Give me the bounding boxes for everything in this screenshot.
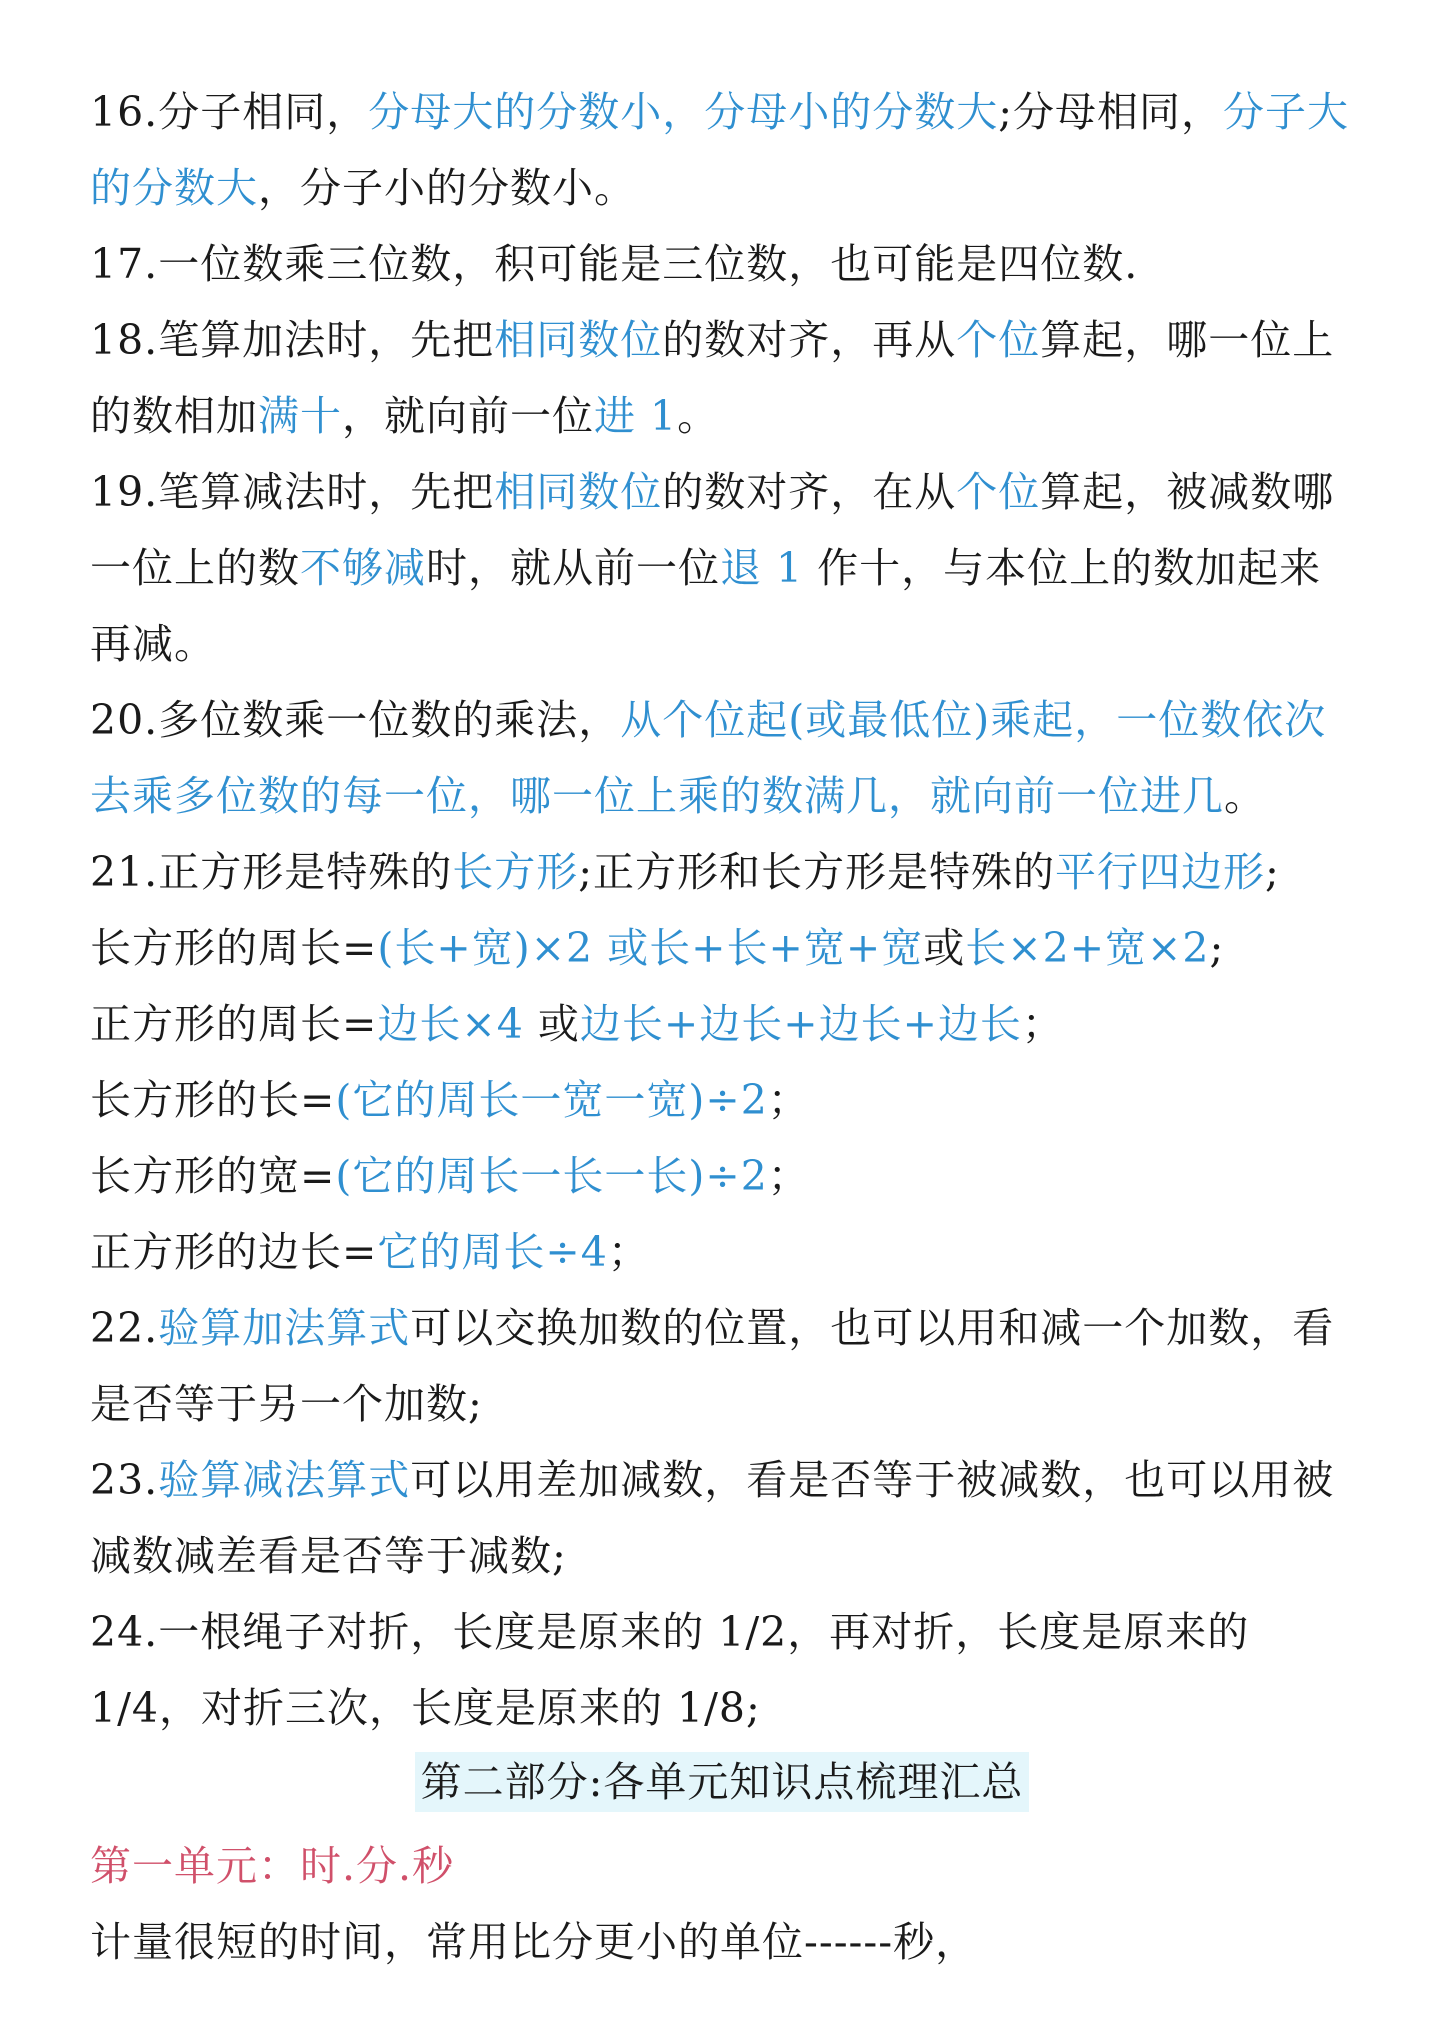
highlight-text: 不够减 bbox=[300, 544, 426, 592]
body-text: ; bbox=[1209, 924, 1225, 972]
highlight-text: 长方形 bbox=[452, 848, 579, 896]
body-text: 的数对齐，在从 bbox=[662, 468, 957, 516]
highlight-text: 分母大的分数小，分母小的分数大 bbox=[368, 88, 999, 136]
body-text: 18.笔算加法时，先把 bbox=[90, 316, 495, 364]
highlight-text: 个位 bbox=[956, 316, 1041, 364]
highlight-text: (长+宽)×2 或长+长+宽+宽 bbox=[377, 924, 924, 972]
knowledge-point-19 bbox=[90, 454, 1354, 682]
knowledge-point-21b bbox=[90, 986, 1354, 1062]
body-text: ； bbox=[767, 1076, 810, 1124]
section-heading-wrap bbox=[90, 1752, 1354, 1828]
highlight-text: 满十 bbox=[258, 392, 342, 440]
highlight-text: 长×2+宽×2 bbox=[965, 924, 1210, 972]
knowledge-point-16 bbox=[90, 74, 1354, 226]
body-text: 或 bbox=[923, 924, 966, 972]
body-text: 长方形的宽= bbox=[90, 1152, 336, 1200]
body-text: 。 bbox=[677, 392, 720, 440]
highlight-text: 边长×4 bbox=[377, 1000, 524, 1048]
knowledge-points-list bbox=[90, 74, 1354, 1746]
body-text: ，分子小的分数小。 bbox=[258, 164, 636, 212]
body-text: 17.一位数乘三位数，积可能是三位数，也可能是四位数. bbox=[90, 240, 1139, 288]
body-text: 16.分子相同， bbox=[90, 88, 369, 136]
body-text: 算起，被减数哪一位上的数 bbox=[90, 468, 1335, 592]
body-text: 23. bbox=[90, 1456, 159, 1504]
highlight-text: 相同数位 bbox=[494, 468, 663, 516]
body-text: 长方形的周长= bbox=[90, 924, 378, 972]
body-text: 19.笔算减法时，先把 bbox=[90, 468, 495, 516]
knowledge-point-24 bbox=[90, 1594, 1354, 1746]
highlight-text: 从个位起(或最低位)乘起，一位数依次去乘多位数的每一位，哪一位上乘的数满几，就向前一位进几 bbox=[90, 696, 1327, 820]
highlight-text: 平行四边形 bbox=[1055, 848, 1266, 896]
knowledge-point-23 bbox=[90, 1442, 1354, 1594]
highlight-text: 它的周长÷4 bbox=[377, 1228, 608, 1276]
body-text: 正方形的边长= bbox=[90, 1228, 378, 1276]
highlight-text: (它的周长一长一长)÷2 bbox=[335, 1152, 768, 1200]
knowledge-point-17 bbox=[90, 226, 1354, 302]
highlight-text: 边长+边长+边长+边长 bbox=[579, 1000, 1022, 1048]
highlight-text: (它的周长一宽一宽)÷2 bbox=[335, 1076, 768, 1124]
highlight-text: 验算减法算式 bbox=[158, 1456, 411, 1504]
knowledge-point-21e bbox=[90, 1214, 1354, 1290]
knowledge-point-21c bbox=[90, 1062, 1354, 1138]
knowledge-point-18 bbox=[90, 302, 1354, 454]
body-text: 的数对齐，再从 bbox=[662, 316, 957, 364]
knowledge-point-21d bbox=[90, 1138, 1354, 1214]
body-text: 。 bbox=[1224, 772, 1266, 820]
body-text: 21.正方形是特殊的 bbox=[90, 848, 453, 896]
body-text: 可以用差加减数，看是否等于被减数，也可以用被减数减差看是否等于减数; bbox=[90, 1456, 1335, 1580]
body-text: ; bbox=[1265, 848, 1280, 896]
body-text: 可以交换加数的位置，也可以用和减一个加数，看是否等于另一个加数; bbox=[90, 1304, 1335, 1428]
body-text: 正方形的周长= bbox=[90, 1000, 378, 1048]
knowledge-point-21 bbox=[90, 834, 1354, 910]
body-text: 或 bbox=[523, 1000, 580, 1048]
body-text: 22. bbox=[90, 1304, 159, 1352]
body-text: 作十，与本位上的数加起来再减。 bbox=[90, 544, 1322, 668]
unit-title: 第一单元：时.分.秒 bbox=[90, 1842, 455, 1890]
knowledge-point-20 bbox=[90, 682, 1354, 834]
body-text: ； bbox=[607, 1228, 650, 1276]
highlight-text: 进 1 bbox=[594, 392, 678, 440]
body-text: 长方形的长= bbox=[90, 1076, 336, 1124]
body-text: ，就向前一位 bbox=[342, 392, 594, 440]
body-text: ； bbox=[767, 1152, 810, 1200]
highlight-text: 退 1 bbox=[720, 544, 804, 592]
body-text: 算起，哪一位上的数相加 bbox=[90, 316, 1335, 440]
body-text: ;分母相同， bbox=[998, 88, 1224, 136]
body-text: 24.一根绳子对折，长度是原来的 1/2，再对折，长度是原来的 1/4，对折三次，长度是原来的 1/8; bbox=[90, 1608, 1250, 1732]
body-text: ;正方形和长方形是特殊的 bbox=[578, 848, 1056, 896]
body-text: 20.多位数乘一位数的乘法， bbox=[90, 696, 621, 744]
body-text: ； bbox=[1021, 1000, 1064, 1048]
body-text: 时，就从前一位 bbox=[426, 544, 720, 592]
highlight-text: 验算加法算式 bbox=[158, 1304, 411, 1352]
knowledge-point-21a bbox=[90, 910, 1354, 986]
knowledge-point-22 bbox=[90, 1290, 1354, 1442]
section-title: 第二部分:各单元知识点梳理汇总 bbox=[415, 1752, 1030, 1812]
highlight-text: 个位 bbox=[956, 468, 1041, 516]
unit-first-line: 计量很短的时间，常用比分更小的单位------秒， bbox=[90, 1918, 978, 1966]
highlight-text: 相同数位 bbox=[494, 316, 663, 364]
highlight-text: 分子大的分数大 bbox=[90, 88, 1350, 212]
